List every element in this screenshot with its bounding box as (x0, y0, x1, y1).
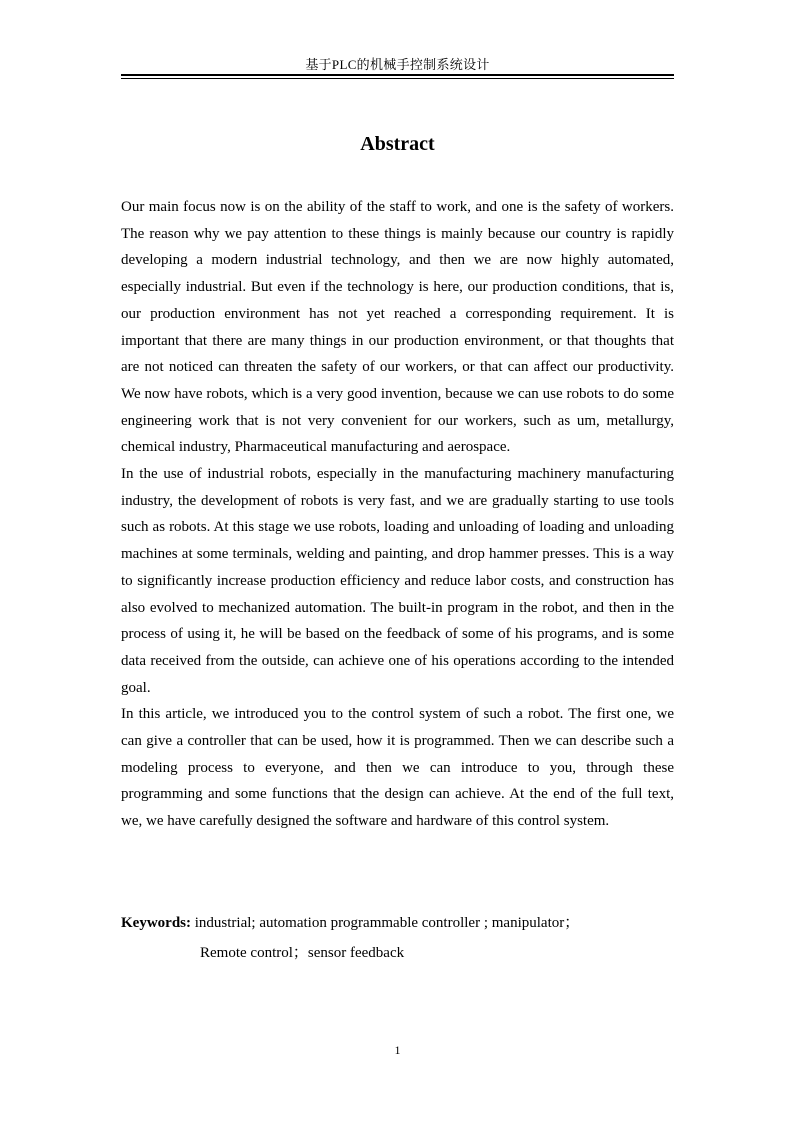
abstract-paragraph-2: In the use of industrial robots, especially in the manufacturing machinery manufacturing industry, the development of robots is very fast, and we are gradually starting to use tools such as robots. At this stage we use robots, loading and unloading of loading and unloading machines at some terminals, welding and painting, and drop hammer presses. This is a way to significantly increase production efficiency and reduce labor costs, and construction has also evolved to mechanized automation. The built-in program in the robot, and then in the process of using it, he will be based on the feedback of some of his programs, and is some data received from the outside, can achieve one of his operations according to the intended goal. (121, 466, 674, 696)
keywords-label: Keywords: (121, 915, 191, 931)
page-number: 1 (394, 1043, 401, 1057)
abstract-title: Abstract (360, 133, 435, 155)
abstract-body (121, 194, 674, 835)
keywords-line-2: Remote control；sensor feedback (200, 945, 405, 961)
keywords-block (121, 908, 674, 968)
keywords-list-1: industrial; automation programmable controller ; manipulator； (191, 915, 580, 931)
keywords-line-1 (121, 908, 674, 938)
header-rule-thin (121, 78, 674, 79)
abstract-paragraph-3: In this article, we introduced you to the control system of such a robot. The first one, we can give a controller that can be used, how it is programmed. Then we can describe such a modeling process to everyone, and then we can introduce to you, through these programming and some functions that the design can achieve. At the end of the full text, we, we have carefully designed the software and hardware of this control system. (121, 706, 674, 830)
page-header: 基于PLC的机械手控制系统设计 (305, 57, 490, 72)
abstract-paragraph-1: Our main focus now is on the ability of the staff to work, and one is the safety of workers. The reason why we pay attention to these things is mainly because our country is rapidly developing a modern industrial technology, and then we are now highly automated, especially industrial. But even if the technology is here, our production conditions, that is, our production environment has not yet reached a corresponding requirement. It is important that there are many things in our production environment, or that thoughts that are not noticed can threaten the safety of our workers, or that can affect our productivity. We now have robots, which is a very good invention, because we can use robots to do some engineering work that is not very convenient for our workers, such as um, metallurgy, chemical industry, Pharmaceutical manufacturing and aerospace. (121, 199, 674, 456)
header-rule-thick (121, 74, 674, 76)
